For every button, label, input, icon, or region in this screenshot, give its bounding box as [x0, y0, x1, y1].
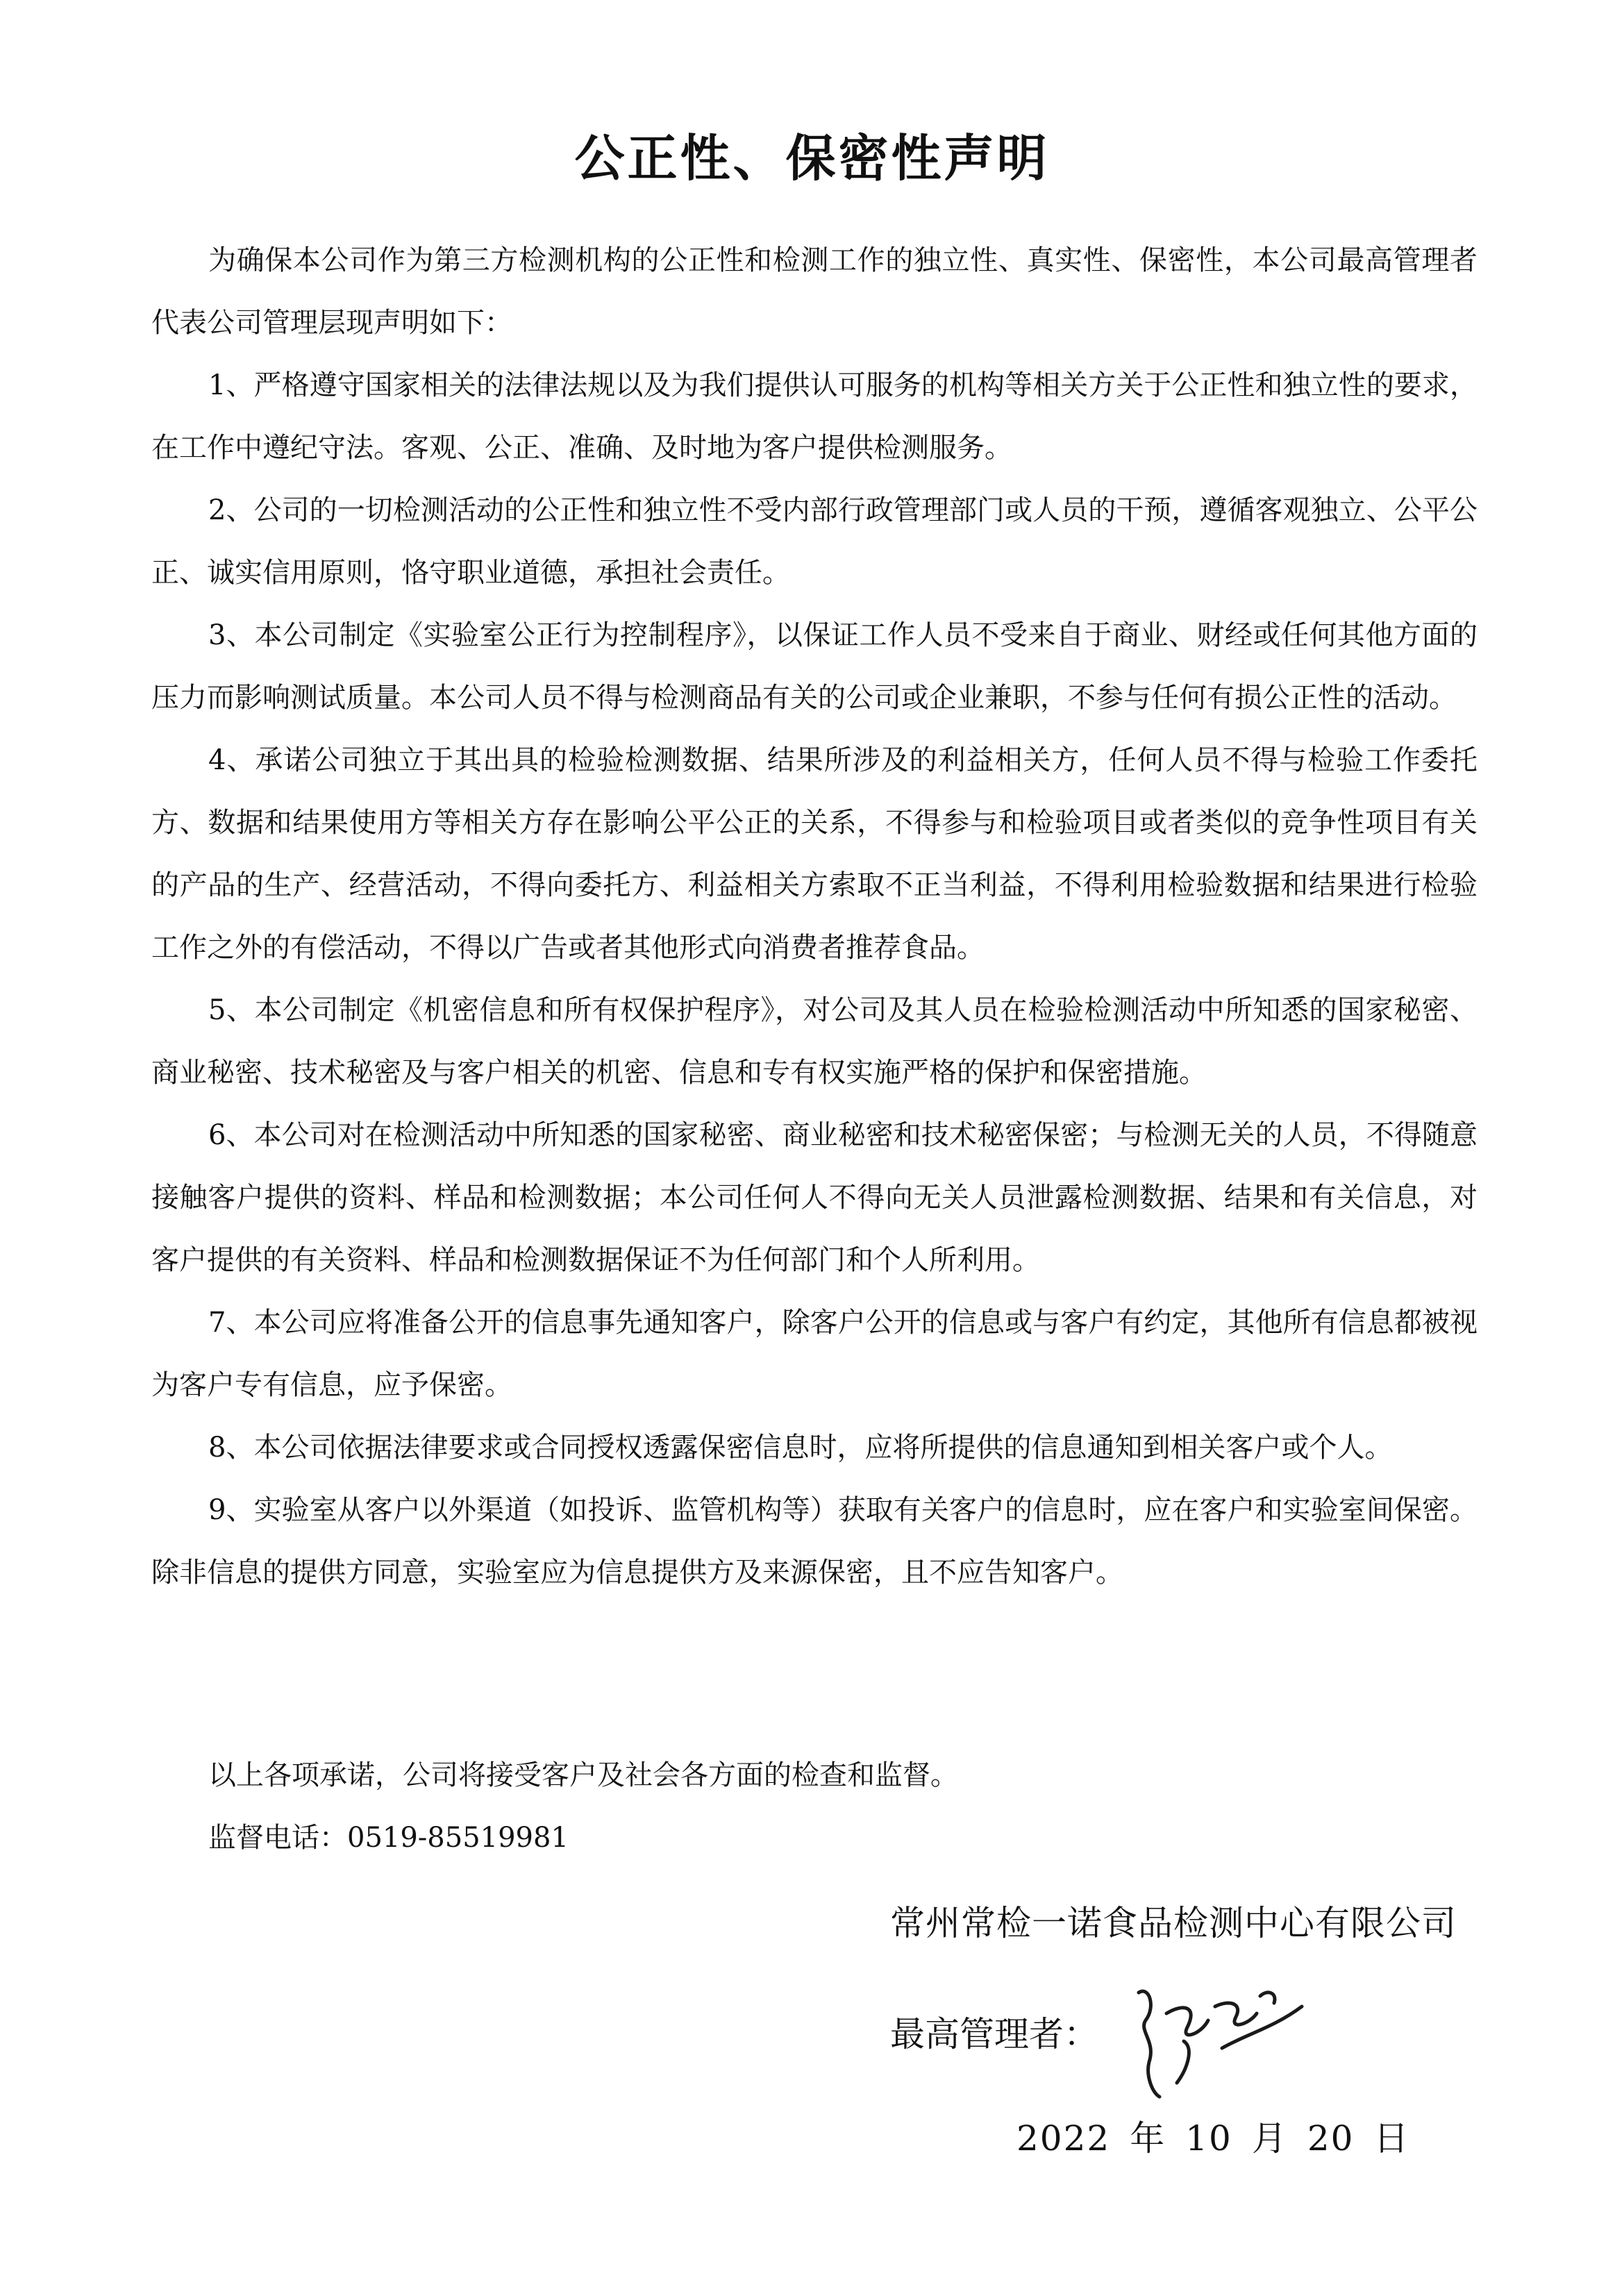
manager-label: 最高管理者：: [890, 2014, 1098, 2054]
date-year: 2022: [1016, 2118, 1111, 2159]
date-day-unit: 日: [1373, 2118, 1410, 2159]
clause-2: 2、公司的一切检测活动的公正性和独立性不受内部行政管理部门或人员的干预，遵循客观独立、公平公正、诚实信用原则，恪守职业道德，承担社会责任。: [151, 494, 1477, 589]
date-year-unit: 年: [1130, 2118, 1166, 2159]
date-month-unit: 月: [1251, 2118, 1288, 2159]
clause-5: 5、本公司制定《机密信息和所有权保护程序》，对公司及其人员在检验检测活动中所知悉的国家秘密、商业秘密、技术秘密及与客户相关的机密、信息和专有权实施严格的保护和保密措施。: [151, 994, 1477, 1089]
page-title: 公正性、保密性声明: [574, 129, 1050, 187]
clause-7: 7、本公司应将准备公开的信息事先通知客户，除客户公开的信息或与客户有约定，其他所有信息都被视为客户专有信息，应予保密。: [151, 1307, 1477, 1401]
date-day: 20: [1307, 2118, 1355, 2159]
signing-date: [1007, 2111, 1420, 2161]
statement-body: [151, 229, 1477, 1604]
clause-4: 4、承诺公司独立于其出具的检验检测数据、结果所涉及的利益相关方，任何人员不得与检验工作委托方、数据和结果使用方等相关方存在影响公平公正的关系，不得参与和检验项目或者类似的竞争性项目有关的产品的生产、经营活动，不得向委托方、利益相关方索取不正当利益，不得利用检验数据和结果进行检验工作之外的有偿活动，不得以广告或者其他形式向消费者推荐食品。: [151, 744, 1477, 964]
supervision-hotline: 监督电话：0519-85519981: [208, 1822, 569, 1854]
company-name: 常州常检一诺食品检测中心有限公司: [890, 1903, 1457, 1943]
clause-8: 8、本公司依据法律要求或合同授权透露保密信息时，应将所提供的信息通知到相关客户或个人。: [208, 1432, 1393, 1464]
closing-statement: 以上各项承诺，公司将接受客户及社会各方面的检查和监督。: [208, 1759, 958, 1791]
clause-3: 3、本公司制定《实验室公正行为控制程序》，以保证工作人员不受来自于商业、财经或任何其他方面的压力而影响测试质量。本公司人员不得与检测商品有关的公司或企业兼职，不参与任何有损公正性的活动。: [151, 619, 1477, 714]
clause-1: 1、严格遵守国家相关的法律法规以及为我们提供认可服务的机构等相关方关于公正性和独立性的要求，在工作中遵纪守法。客观、公正、准确、及时地为客户提供检测服务。: [151, 369, 1477, 464]
clause-9: 9、实验室从客户以外渠道（如投诉、监管机构等）获取有关客户的信息时，应在客户和实验室间保密。除非信息的提供方同意，实验室应为信息提供方及来源保密，且不应告知客户。: [151, 1494, 1477, 1589]
closing-block: [151, 1744, 1477, 1869]
intro-paragraph: 为确保本公司作为第三方检测机构的公正性和检测工作的独立性、真实性、保密性，本公司最高管理者代表公司管理层现声明如下：: [151, 244, 1477, 339]
date-month: 10: [1185, 2118, 1232, 2159]
clause-6: 6、本公司对在检测活动中所知悉的国家秘密、商业秘密和技术秘密保密；与检测无关的人员，不得随意接触客户提供的资料、样品和检测数据；本公司任何人不得向无关人员泄露检测数据、结果和有关信息，对客户提供的有关资料、样品和检测数据保证不为任何部门和个人所利用。: [151, 1119, 1477, 1276]
handwritten-signature: [1118, 1965, 1312, 2104]
